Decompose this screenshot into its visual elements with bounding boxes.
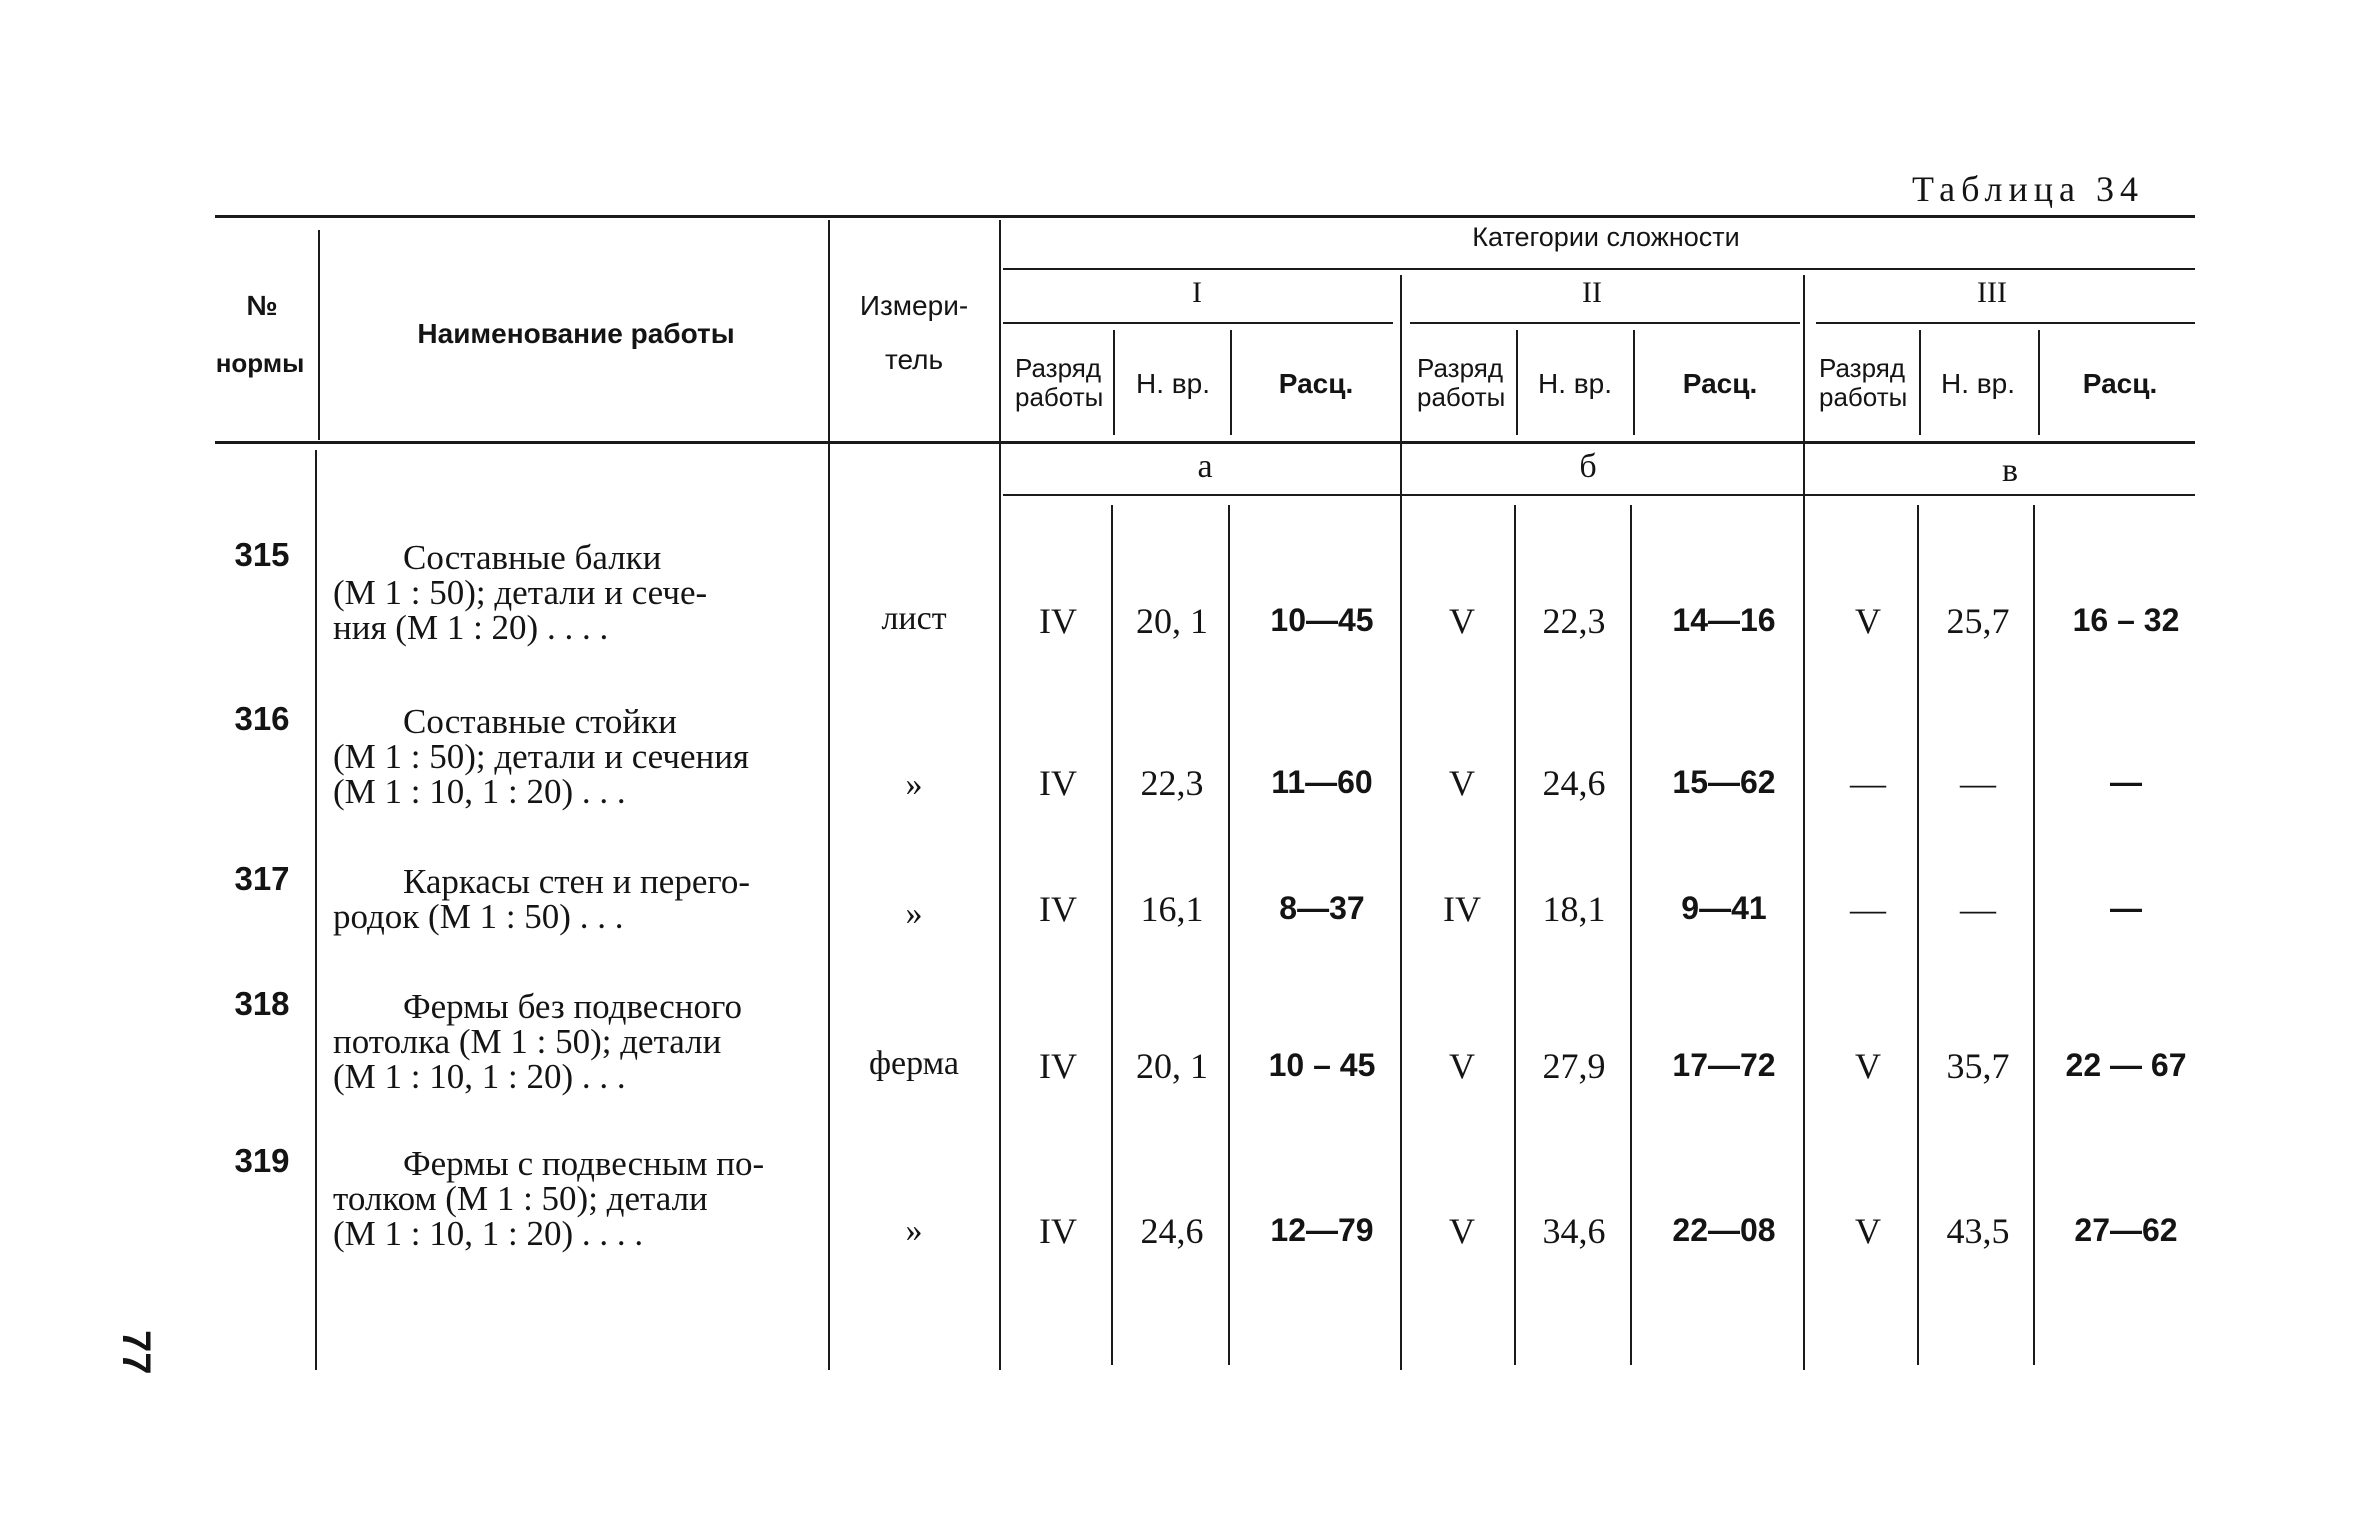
cell-g3: — [1850, 889, 1886, 929]
header-time-2: Н. вр. [1537, 368, 1613, 399]
header-cat-3: III [1977, 276, 2007, 309]
col-divider-g1-t1 [1113, 330, 1115, 435]
work-name-line: (М 1 : 10, 1 : 20) . . . [333, 772, 626, 811]
cell-r2: 14—16 [1672, 602, 1776, 638]
header-grade-2: Разряд работы [1417, 353, 1506, 412]
cell-r1: 10—45 [1270, 602, 1374, 638]
header-time-1: Н. вр. [1135, 368, 1211, 399]
col-divider-g2-t2 [1516, 330, 1518, 435]
cell-r3: — [2110, 764, 2142, 800]
table-top-rule [215, 215, 2195, 218]
norm-number: 318 [234, 985, 290, 1022]
header-norm-label: нормы [215, 348, 305, 378]
work-name [333, 864, 815, 934]
work-name-line: Составные балки [403, 538, 662, 577]
abv-bottom-rule [1003, 494, 2195, 496]
cell-t2: 34,6 [1542, 1211, 1606, 1251]
work-name-line: ния (М 1 : 20) . . . . [333, 608, 609, 647]
cell-g1: IV [1039, 1211, 1077, 1251]
cell-g3: V [1855, 601, 1881, 641]
cell-r3: 27—62 [2074, 1212, 2178, 1248]
cell-t2: 27,9 [1542, 1046, 1606, 1086]
cell-g2: V [1449, 1211, 1475, 1251]
header-grade-1: Разряд работы [1015, 353, 1104, 412]
body-divider-g2-t2 [1514, 505, 1516, 1365]
col-divider-cat2-cat3 [1803, 275, 1805, 1370]
cell-r2: 15—62 [1672, 764, 1776, 800]
cell-t1: 24,6 [1140, 1211, 1204, 1251]
work-name-line: (М 1 : 10, 1 : 20) . . . [333, 1057, 626, 1096]
cell-g2: V [1449, 763, 1475, 803]
norm-number: 316 [234, 700, 290, 737]
cell-t3: — [1960, 763, 1996, 803]
cell-g2: V [1449, 1046, 1475, 1086]
col-divider-measure-cat1 [999, 220, 1001, 1370]
cell-r1: 8—37 [1279, 890, 1365, 926]
cell-g1: IV [1039, 763, 1077, 803]
table-title: Таблица 34 [1912, 169, 2144, 209]
work-name-line: Фермы без подвесного [403, 987, 742, 1026]
header-col-a: а [1197, 448, 1213, 485]
col-divider-t1-r1 [1230, 330, 1232, 435]
cell-t2: 18,1 [1542, 889, 1606, 929]
cell-t3: 35,7 [1946, 1046, 2010, 1086]
work-name-line: (М 1 : 50); детали и сече- [333, 573, 708, 612]
cat2-rule [1410, 322, 1800, 324]
header-cat-2: II [1582, 276, 1602, 309]
work-name-line: родок (М 1 : 50) . . . [333, 897, 624, 936]
cell-t3: — [1960, 889, 1996, 929]
col-divider-no-name-body [315, 450, 317, 1370]
header-grade-3: Разряд работы [1819, 353, 1908, 412]
col-divider-cat1-cat2 [1400, 275, 1402, 1370]
work-name-line: (М 1 : 50); детали и сечения [333, 737, 750, 776]
page-number: 77 [114, 1330, 158, 1375]
header-norm-no: № [246, 290, 278, 321]
measure-unit: лист [881, 600, 947, 637]
work-name [333, 704, 815, 809]
norm-number: 315 [234, 536, 290, 573]
cell-g3: V [1855, 1046, 1881, 1086]
body-divider-t2-r2 [1630, 505, 1632, 1365]
measure-unit: » [905, 766, 923, 803]
work-name-line: (М 1 : 10, 1 : 20) . . . . [333, 1214, 644, 1253]
work-name-line: толком (М 1 : 50); детали [333, 1179, 708, 1218]
header-col-v: в [2001, 452, 2019, 489]
cell-g1: IV [1039, 601, 1077, 641]
cell-g2: IV [1443, 889, 1481, 929]
measure-unit: » [905, 895, 923, 932]
norm-number: 319 [234, 1142, 290, 1179]
cell-t3: 43,5 [1946, 1211, 2010, 1251]
cell-r1: 10 – 45 [1268, 1047, 1376, 1083]
header-rate-3: Расц. [2082, 368, 2158, 399]
header-cat-1: I [1192, 276, 1202, 309]
header-measure-line2: тель [884, 344, 944, 375]
cat3-rule [1816, 322, 2195, 324]
cell-t3: 25,7 [1946, 601, 2010, 641]
work-name [333, 1146, 815, 1251]
header-time-3: Н. вр. [1940, 368, 2016, 399]
body-divider-t3-r3 [2033, 505, 2035, 1365]
cell-r3: 16 – 32 [2072, 602, 2180, 638]
cell-t1: 20, 1 [1136, 601, 1208, 641]
col-divider-t2-r2 [1633, 330, 1635, 435]
work-name-line: Фермы с подвесным по- [403, 1144, 765, 1183]
header-bottom-rule [215, 441, 2195, 444]
cell-g1: IV [1039, 1046, 1077, 1086]
cell-r3: — [2110, 890, 2142, 926]
work-name [333, 540, 815, 645]
cell-r1: 12—79 [1270, 1212, 1374, 1248]
categories-rule [1003, 268, 2195, 270]
cell-r2: 17—72 [1672, 1047, 1776, 1083]
body-divider-t1-r1 [1228, 505, 1230, 1365]
cell-r2: 22—08 [1672, 1212, 1776, 1248]
cell-t2: 22,3 [1542, 601, 1606, 641]
norm-number: 317 [234, 860, 290, 897]
cell-t2: 24,6 [1542, 763, 1606, 803]
header-complexity: Категории сложности [1472, 222, 1740, 252]
header-work-name: Наименование работы [417, 318, 735, 349]
body-divider-g3-t3 [1917, 505, 1919, 1365]
work-name-line: Составные стойки [403, 702, 677, 741]
header-measure-line1: Измери- [859, 290, 969, 321]
measure-unit: » [905, 1212, 923, 1249]
cell-t1: 22,3 [1140, 763, 1204, 803]
cell-t1: 16,1 [1140, 889, 1204, 929]
cell-r3: 22 — 67 [2065, 1047, 2187, 1083]
cat1-rule [1003, 322, 1393, 324]
body-divider-g1-t1 [1111, 505, 1113, 1365]
cell-r1: 11—60 [1271, 764, 1373, 800]
col-divider-t3-r3 [2038, 330, 2040, 435]
cell-g1: IV [1039, 889, 1077, 929]
cell-t1: 20, 1 [1136, 1046, 1208, 1086]
cell-r2: 9—41 [1681, 890, 1767, 926]
work-name-line: Каркасы стен и перего- [403, 862, 750, 901]
header-col-b: б [1579, 448, 1597, 485]
work-name-line: потолка (М 1 : 50); детали [333, 1022, 722, 1061]
cell-g3: V [1855, 1211, 1881, 1251]
cell-g2: V [1449, 601, 1475, 641]
cell-g3: — [1850, 763, 1886, 803]
col-divider-name-measure [828, 220, 830, 1370]
col-divider-g3-t3 [1919, 330, 1921, 435]
measure-unit: ферма [869, 1045, 959, 1082]
header-rate-2: Расц. [1682, 368, 1758, 399]
header-rate-1: Расц. [1278, 368, 1354, 399]
col-divider-no-name [318, 230, 320, 440]
work-name [333, 989, 815, 1094]
